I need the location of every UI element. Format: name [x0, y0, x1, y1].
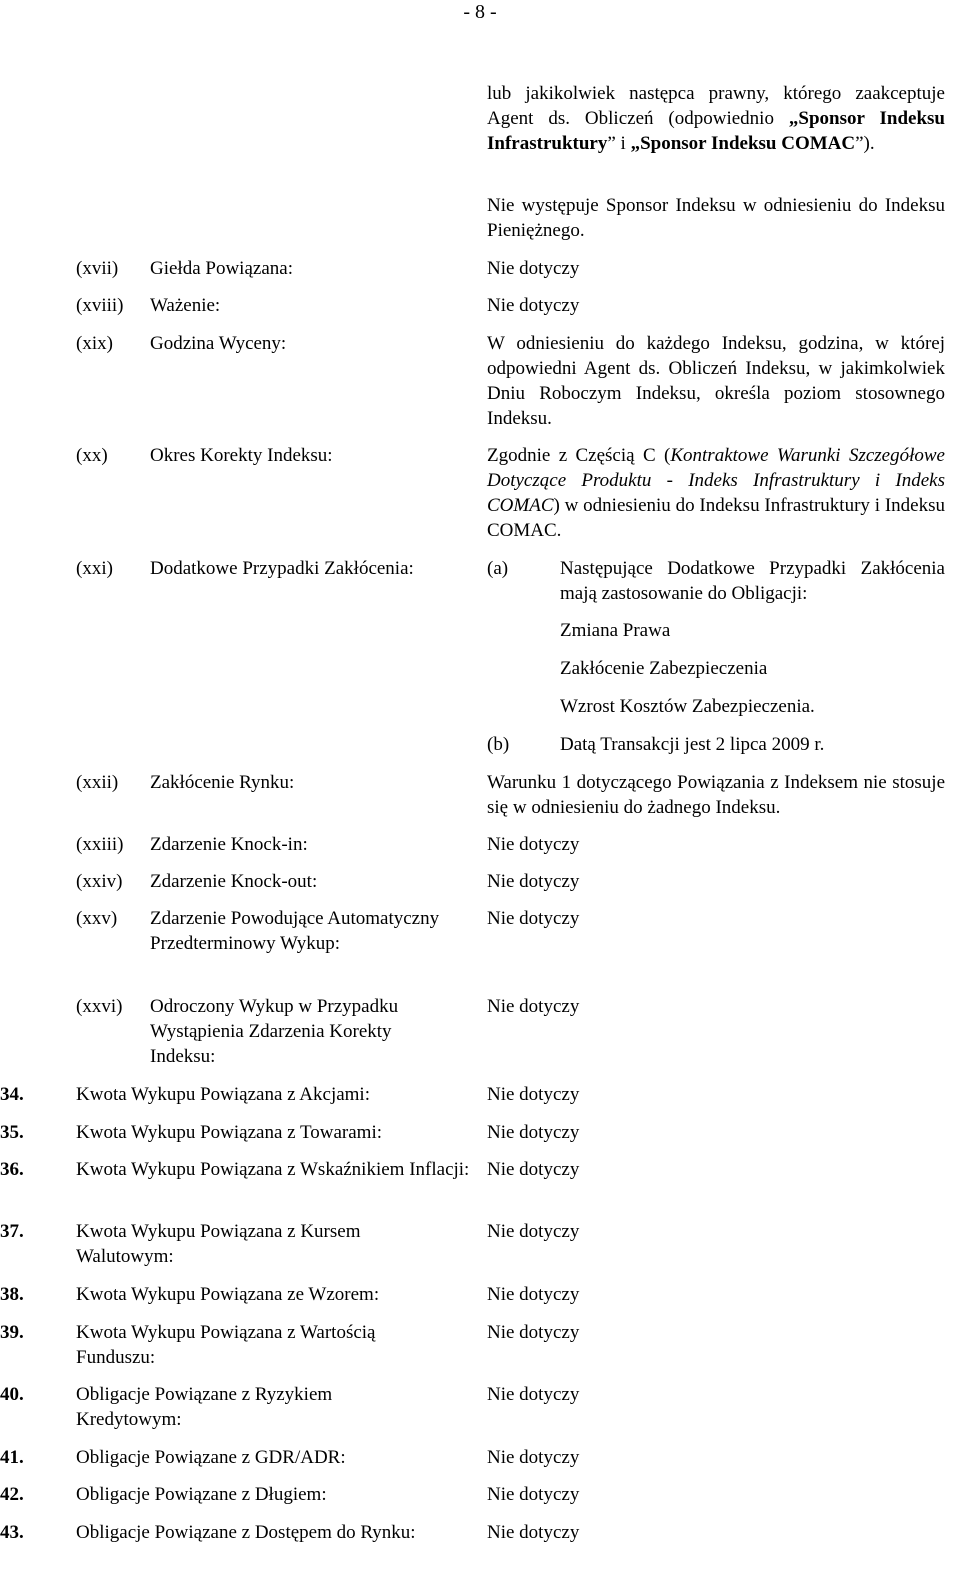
item-roman: (xxiv) [76, 871, 123, 892]
section-label: Kwota Wykupu Powiązana z Towarami: [76, 1122, 383, 1143]
section-value: Nie dotyczy [487, 1384, 580, 1405]
sub-a-text: Następujące Dodatkowe Przypadki Zakłócenia mają zastosowanie do Obligacji: [560, 558, 945, 604]
section-label: Obligacje Powiązane z Ryzykiem Kredytowym: [76, 1384, 333, 1430]
sponsor-connector: ” i [607, 133, 626, 154]
section-number: 36. [0, 1159, 24, 1180]
item-roman: (xx) [76, 445, 108, 466]
sub-b-text: Datą Transakcji jest 2 lipca 2009 r. [560, 734, 825, 755]
sponsor-comac: „Sponsor Indeksu COMAC [630, 133, 856, 154]
sponsor-paragraph [487, 81, 945, 156]
item-label: Zdarzenie Knock-in: [150, 834, 308, 855]
item-value: Nie dotyczy [487, 295, 580, 316]
section-value: Nie dotyczy [487, 1484, 580, 1505]
section-number: 43. [0, 1522, 24, 1543]
section-label: Obligacje Powiązane z Dostępem do Rynku: [76, 1522, 416, 1543]
section-value: Nie dotyczy [487, 1221, 580, 1242]
section-number: 42. [0, 1484, 24, 1505]
item-value: Nie dotyczy [487, 908, 580, 929]
item-value: Nie dotyczy [487, 834, 580, 855]
section-value: Nie dotyczy [487, 1122, 580, 1143]
sponsor-tail: ”). [855, 133, 875, 154]
item-label: Zdarzenie Knock-out: [150, 871, 318, 892]
section-value: Nie dotyczy [487, 1084, 580, 1105]
section-label: Kwota Wykupu Powiązana z Wartością Funduszu: [76, 1322, 376, 1368]
section-number: 34. [0, 1084, 24, 1105]
item-label: Okres Korekty Indeksu: [150, 445, 333, 466]
section-value: Nie dotyczy [487, 1159, 580, 1180]
item-value: Nie dotyczy [487, 871, 580, 892]
page-number: - 8 - [463, 1, 497, 23]
sub-a-marker: (a) [487, 558, 509, 579]
item-value: Nie dotyczy [487, 258, 580, 279]
item-roman: (xix) [76, 333, 113, 354]
item-roman: (xxv) [76, 908, 118, 929]
section-label: Kwota Wykupu Powiązana z Kursem Walutowym: [76, 1221, 361, 1267]
item-value: W odniesieniu do każdego Indeksu, godzina, w której odpowiedni Agent ds. Obliczeń Indeksu, w jakimkolwiek Dniu Roboczym Indeksu, określa poziom stosownego Indeksu. [487, 333, 945, 429]
section-value: Nie dotyczy [487, 1284, 580, 1305]
section-value: Nie dotyczy [487, 1447, 580, 1468]
section-number: 37. [0, 1221, 24, 1242]
item-roman: (xxi) [76, 558, 113, 579]
sponsor-infra: „Sponsor Indeksu Infrastruktury [487, 108, 945, 154]
section-number: 39. [0, 1322, 24, 1343]
section-number: 35. [0, 1122, 24, 1143]
section-value: Nie dotyczy [487, 1322, 580, 1343]
section-label: Obligacje Powiązane z GDR/ADR: [76, 1447, 346, 1468]
item-roman: (xvii) [76, 258, 119, 279]
section-label: Obligacje Powiązane z Długiem: [76, 1484, 327, 1505]
section-label: Kwota Wykupu Powiązana z Wskaźnikiem Inflacji: [76, 1159, 470, 1180]
item-roman: (xxvi) [76, 996, 123, 1017]
section-label: Kwota Wykupu Powiązana z Akcjami: [76, 1084, 370, 1105]
money-index-note: Nie występuje Sponsor Indeksu w odniesieniu do Indeksu Pieniężnego. [487, 195, 945, 241]
item-value: Warunku 1 dotyczącego Powiązania z Indeksem nie stosuje się w odniesieniu do żadnego Indeksu. [487, 772, 945, 818]
item-label: Zakłócenie Rynku: [150, 772, 295, 793]
item-label: Zdarzenie Powodujące Automatyczny Przedterminowy Wykup: [150, 908, 440, 954]
item-label: Dodatkowe Przypadki Zakłócenia: [150, 558, 414, 579]
value-italic: Kontraktowe Warunki Szczegółowe Dotyczące Produktu - Indeks Infrastruktury i Indeks COMAC [487, 445, 945, 516]
disruption-item: Zmiana Prawa [560, 620, 671, 641]
item-roman: (xxiii) [76, 834, 124, 855]
item-roman: (xxii) [76, 772, 119, 793]
item-label: Giełda Powiązana: [150, 258, 293, 279]
item-value: Nie dotyczy [487, 996, 580, 1017]
section-number: 41. [0, 1447, 24, 1468]
item-label: Godzina Wyceny: [150, 333, 287, 354]
sub-b-marker: (b) [487, 734, 510, 755]
disruption-item: Zakłócenie Zabezpieczenia [560, 658, 768, 679]
item-value [487, 443, 945, 543]
section-value: Nie dotyczy [487, 1522, 580, 1543]
value-post: ) w odniesieniu do Indeksu Infrastruktury i Indeksu COMAC. [487, 495, 945, 541]
item-label: Odroczony Wykup w Przypadku Wystąpienia Zdarzenia Korekty Indeksu: [150, 996, 399, 1067]
section-number: 38. [0, 1284, 24, 1305]
section-number: 40. [0, 1384, 24, 1405]
section-label: Kwota Wykupu Powiązana ze Wzorem: [76, 1284, 380, 1305]
value-pre: Zgodnie z Częścią C ( [487, 445, 671, 466]
disruption-item: Wzrost Kosztów Zabezpieczenia. [560, 696, 815, 717]
item-roman: (xviii) [76, 295, 124, 316]
sponsor-text: lub jakikolwiek następca prawny, którego zaakceptuje Agent ds. Obliczeń (odpowiednio [487, 83, 945, 129]
item-label: Ważenie: [150, 295, 221, 316]
